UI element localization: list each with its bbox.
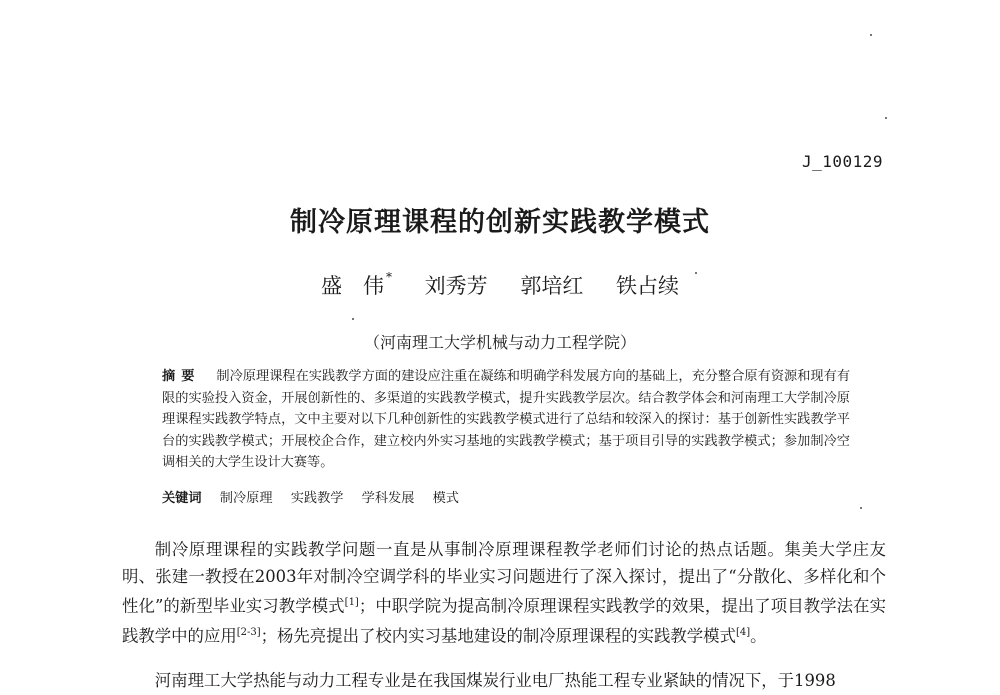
author-name: [320, 270, 392, 298]
scan-speck: [885, 117, 887, 119]
affiliation: （河南理工大学机械与动力工程学院）: [363, 333, 636, 352]
scan-speck: [860, 507, 862, 509]
scan-speck: [352, 318, 354, 320]
keyword: 学科发展: [361, 491, 415, 506]
author-footnote-mark: *: [385, 270, 392, 284]
author-list: [0, 270, 1000, 300]
abstract-label: 摘要: [162, 369, 201, 384]
abstract-text: 制冷原理课程在实践教学方面的建设应注重在凝练和明确学科发展方向的基础上，充分整合原有资源和现有有限的实验投入资金，开展创新性的、多渠道的实践教学模式，提升实践教学层次。结合教学体会和河南理工大学制冷原理课程实践教学特点，文中主要对以下几种创新性的实践教学模式进行了总结和较深入的探讨：基于创新性实践教学平台的实践教学模式；开展校企合作，建立校内外实习基地的实践教学模式；基于项目引导的实践教学模式；参加制冷空调相关的大学生设计大赛等。: [162, 369, 851, 470]
scan-speck: [870, 34, 872, 36]
citation[interactable]: [4]: [735, 626, 751, 638]
body-text-segment: ；中职学院为提高制冷原理课程实践教学的效果，提出了项目教学法在实践教学中的应用: [122, 596, 887, 646]
body-text-segment: 。: [750, 626, 767, 646]
paper-title: 制冷原理课程的创新实践教学模式: [290, 207, 710, 238]
keyword: 实践教学: [290, 491, 344, 506]
body-text-segment: 制冷原理课程的实践教学问题一直是从事制冷原理课程教学老师们讨论的热点话题。集美大学庄友明、张建一教授在2003年对制冷空调学科的毕业实习问题进行了深入探讨，提出了“分散化、多样化和个性化”的新型毕业实习教学模式: [122, 540, 886, 616]
author-name: 铁占续: [616, 274, 680, 298]
abstract: [162, 366, 850, 474]
author-name-text: 盛 伟: [320, 274, 384, 298]
author-name: 刘秀芳: [424, 274, 488, 298]
keyword: 制冷原理: [219, 491, 273, 506]
body-paragraph-2: 河南理工大学热能与动力工程专业是在我国煤炭行业电厂热能工程专业紧缺的情况下，于1998: [154, 671, 836, 690]
document-id: J_100129: [801, 152, 883, 171]
keyword: 模式: [432, 491, 459, 506]
body-text-segment: ；杨先亮提出了校内实习基地建设的制冷原理课程的实践教学模式: [260, 626, 736, 646]
scan-speck: [695, 272, 697, 274]
keywords-label: 关键词: [162, 491, 202, 506]
citation[interactable]: [2-3]: [236, 626, 261, 638]
citation[interactable]: [1]: [344, 597, 359, 608]
body-paragraph-1: [122, 537, 886, 650]
keywords: [162, 487, 850, 506]
author-name: 郭培红: [520, 274, 584, 298]
